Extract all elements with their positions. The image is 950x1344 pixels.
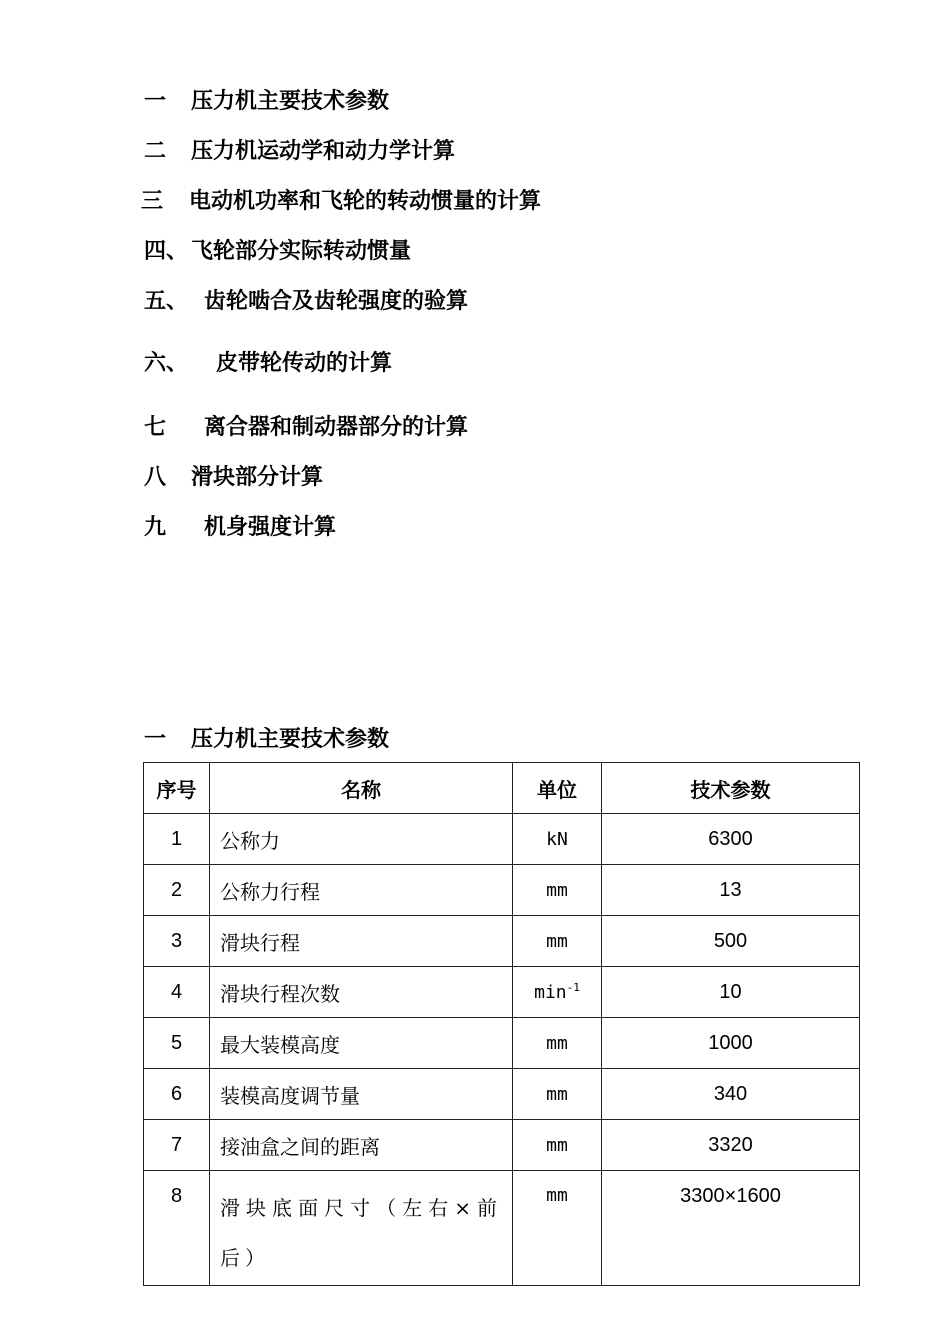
cell-seq: 8 <box>144 1171 210 1286</box>
toc-title: 压力机运动学和动力学计算 <box>191 139 456 164</box>
toc-title: 离合器和制动器部分的计算 <box>204 415 469 440</box>
cell-value: 1000 <box>602 1018 860 1069</box>
cell-unit <box>513 967 602 1018</box>
cell-unit: mm <box>513 865 602 916</box>
cell-value: 6300 <box>602 814 860 865</box>
cell-unit: mm <box>513 1120 602 1171</box>
cell-name: 滑块底面尺寸（左右×前后） <box>210 1171 513 1286</box>
toc-number: 九 <box>144 515 167 540</box>
cell-unit: kN <box>513 814 602 865</box>
cell-value: 340 <box>602 1069 860 1120</box>
toc-item-4 <box>144 238 411 266</box>
toc-number: 四、 <box>144 239 189 264</box>
toc-number: 八 <box>144 465 167 490</box>
toc-title: 压力机主要技术参数 <box>191 89 390 114</box>
toc-number: 六、 <box>144 351 189 376</box>
header-unit: 单位 <box>513 763 602 814</box>
technical-parameters-table <box>143 762 860 1286</box>
header-seq: 序号 <box>144 763 210 814</box>
toc-title: 电动机功率和飞轮的转动惯量的计算 <box>189 189 542 214</box>
toc-number: 五、 <box>144 289 189 314</box>
cell-unit: mm <box>513 1069 602 1120</box>
unit-exponent: -1 <box>566 981 580 994</box>
toc-item-1 <box>144 88 389 116</box>
cell-seq: 5 <box>144 1018 210 1069</box>
toc-item-5 <box>144 288 468 316</box>
cell-seq: 1 <box>144 814 210 865</box>
toc-number: 七 <box>144 415 167 440</box>
cell-name: 公称力行程 <box>210 865 513 916</box>
toc-item-9 <box>144 514 336 542</box>
cell-name: 滑块行程 <box>210 916 513 967</box>
cell-value: 3300×1600 <box>602 1171 860 1286</box>
table-row <box>144 1171 860 1286</box>
table-row <box>144 967 860 1018</box>
toc-title: 齿轮啮合及齿轮强度的验算 <box>204 289 469 314</box>
table-header-row <box>144 763 860 814</box>
cell-name: 最大装模高度 <box>210 1018 513 1069</box>
toc-title: 飞轮部分实际转动惯量 <box>191 239 412 264</box>
table-row <box>144 1018 860 1069</box>
cell-seq: 2 <box>144 865 210 916</box>
cell-seq: 7 <box>144 1120 210 1171</box>
cell-unit: mm <box>513 916 602 967</box>
toc-item-8 <box>144 464 323 492</box>
unit-base: min <box>534 982 567 1003</box>
cell-name: 装模高度调节量 <box>210 1069 513 1120</box>
table-row <box>144 1120 860 1171</box>
toc-title: 机身强度计算 <box>204 515 337 540</box>
toc-item-3 <box>141 188 541 216</box>
cell-value: 500 <box>602 916 860 967</box>
table-row <box>144 1069 860 1120</box>
cell-value: 3320 <box>602 1120 860 1171</box>
section-title: 压力机主要技术参数 <box>191 727 390 752</box>
toc-number: 三 <box>141 189 164 214</box>
cell-seq: 3 <box>144 916 210 967</box>
toc-number: 二 <box>144 139 167 164</box>
toc-title: 滑块部分计算 <box>191 465 324 490</box>
table-row <box>144 814 860 865</box>
cell-unit: mm <box>513 1171 602 1286</box>
cell-unit: mm <box>513 1018 602 1069</box>
cell-seq: 6 <box>144 1069 210 1120</box>
table-row <box>144 916 860 967</box>
cell-name: 滑块行程次数 <box>210 967 513 1018</box>
section-number: 一 <box>144 727 167 752</box>
header-value: 技术参数 <box>602 763 860 814</box>
toc-item-2 <box>144 138 455 166</box>
cell-seq: 4 <box>144 967 210 1018</box>
cell-value: 10 <box>602 967 860 1018</box>
toc-item-7 <box>144 414 468 442</box>
cell-value: 13 <box>602 865 860 916</box>
table-row <box>144 865 860 916</box>
toc-number: 一 <box>144 89 167 114</box>
toc-title: 皮带轮传动的计算 <box>216 351 393 376</box>
header-name: 名称 <box>210 763 513 814</box>
cell-name: 公称力 <box>210 814 513 865</box>
section-heading <box>144 726 389 754</box>
toc-item-6 <box>144 350 392 378</box>
cell-name: 接油盒之间的距离 <box>210 1120 513 1171</box>
